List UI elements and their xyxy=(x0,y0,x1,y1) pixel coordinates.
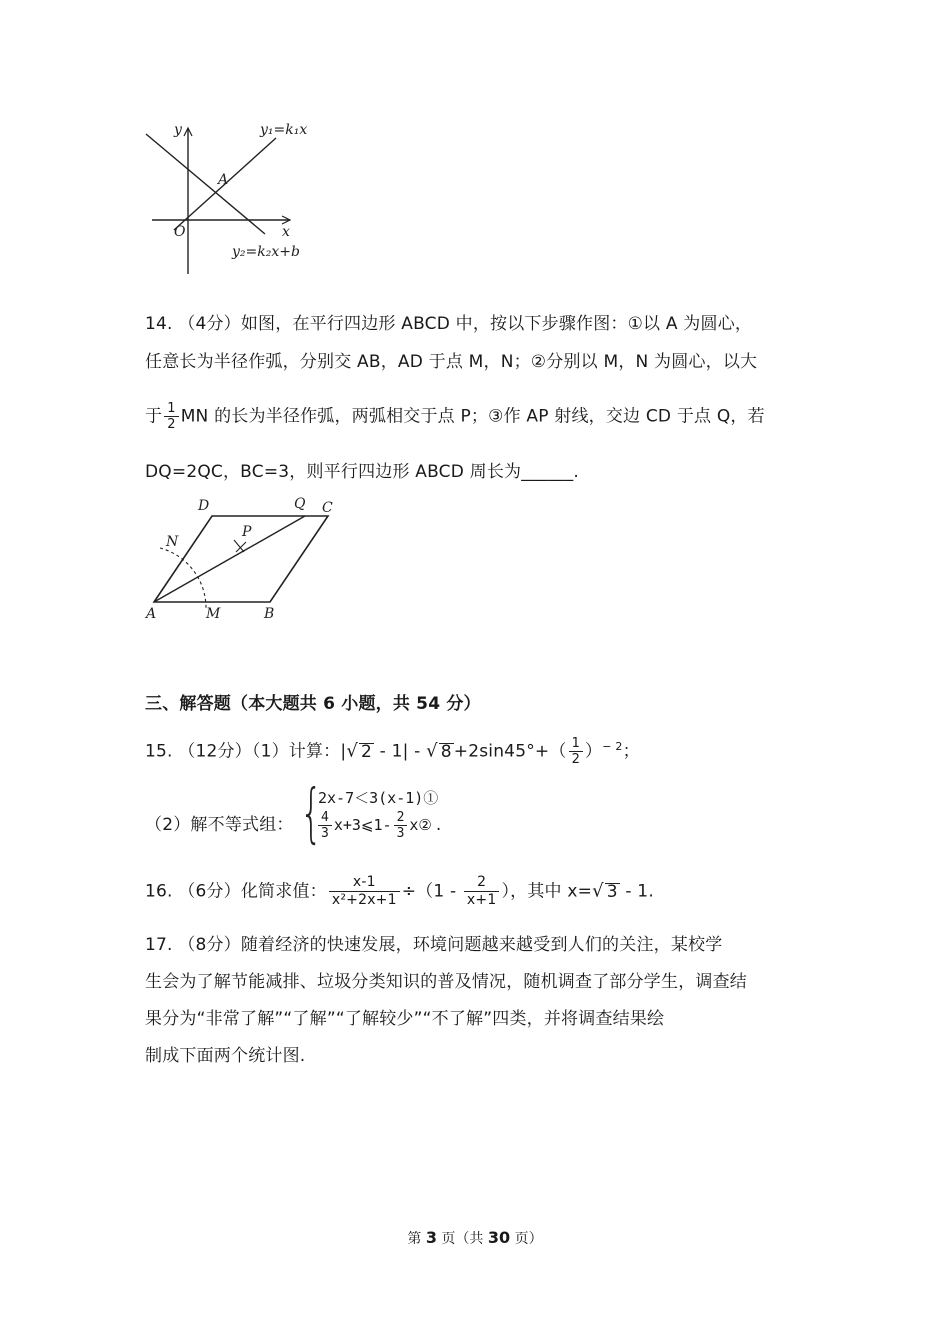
page-number: 3 xyxy=(425,1228,437,1247)
q15-ineq2-end: x② xyxy=(409,816,432,834)
ray-ap xyxy=(154,516,305,602)
q15-period: . xyxy=(435,815,442,835)
q15-ineq2 xyxy=(316,810,441,841)
q14-fraction xyxy=(164,401,178,432)
q14-line3-post: MN 的长为半径作弧，两弧相交于点 P；③作 AP 射线，交边 CD 于点 Q，若 xyxy=(180,406,765,427)
q15-part2-label: （2）解不等式组： xyxy=(145,815,294,835)
label-d: D xyxy=(198,498,210,514)
sqrt-icon: √ xyxy=(346,740,358,762)
label-a: A xyxy=(146,606,157,622)
q16-frac2-num: 2 xyxy=(464,874,500,892)
q16-pre: 16. （6分）化简求值： xyxy=(145,881,327,902)
line-y2 xyxy=(146,134,265,234)
q15-mid: - 1| - xyxy=(374,741,427,762)
q16-sqrt: 3 xyxy=(606,881,618,902)
q15-after: +2sin45°+（ xyxy=(453,741,567,762)
q15-pre: 15. （12分）（1）计算：| xyxy=(145,741,347,762)
q15-ineq1: 2x-7＜3(x-1)① xyxy=(318,789,439,807)
q15-exponent: − 2 xyxy=(602,739,623,753)
q14-line4: DQ=2QC，BC=3，则平行四边形 ABCD 周长为______. xyxy=(145,462,580,482)
q15-frac-den: 2 xyxy=(571,752,581,767)
q15-frac-num: 1 xyxy=(569,736,583,752)
q17-line3: 果分为“非常了解”“了解”“了解较少”“不了解”四类，并将调查结果绘 xyxy=(145,1009,665,1029)
parallelogram-abcd xyxy=(154,516,328,602)
label-p: P xyxy=(242,524,252,540)
footer-pre: 第 xyxy=(407,1231,426,1247)
q14-line3 xyxy=(145,401,765,432)
q15-ineq2-frac2-den: 3 xyxy=(396,826,405,841)
sqrt-icon: √ xyxy=(592,880,604,902)
q14-line2: 任意长为半径作弧，分别交 AB，AD 于点 M，N；②分别以 M，N 为圆心，以大 xyxy=(145,352,758,372)
q14-frac-den: 2 xyxy=(167,417,176,432)
q16-frac1-den: x²+2x+1 xyxy=(331,892,397,908)
q15-ineq2-frac2-num: 2 xyxy=(394,810,408,826)
q14-line3-pre: 于 xyxy=(145,406,163,427)
q15-end: ； xyxy=(622,741,640,762)
q16-frac2-den: x+1 xyxy=(466,892,497,908)
q15-ineq2-frac1-num: 4 xyxy=(318,810,332,826)
parallelogram-figure xyxy=(140,492,350,627)
label-q: Q xyxy=(294,496,306,512)
q16-after: ），其中 x= xyxy=(501,881,593,902)
q15-fraction xyxy=(569,736,583,767)
page-footer xyxy=(0,1228,950,1248)
section3-heading: 三、解答题（本大题共 6 小题，共 54 分） xyxy=(145,694,481,714)
q15-sqrt-b: 8 xyxy=(440,741,452,762)
q17-line4: 制成下面两个统计图. xyxy=(145,1046,306,1066)
q16-fraction2 xyxy=(464,874,500,909)
q14-frac-num: 1 xyxy=(164,401,178,417)
q15-part1 xyxy=(145,736,640,767)
q15-tail: ） xyxy=(585,741,603,762)
label-line2: y₂=k₂x+b xyxy=(232,244,300,260)
label-b: B xyxy=(264,606,275,622)
footer-post: 页） xyxy=(510,1231,543,1247)
label-x: x xyxy=(282,224,290,240)
q15-sqrt-a: 2 xyxy=(361,741,373,762)
q16 xyxy=(145,874,654,909)
q16-frac1-num: x-1 xyxy=(329,874,400,892)
q15-ineq2-frac1-den: 3 xyxy=(321,826,329,841)
q17-line1: 17. （8分）随着经济的快速发展，环境问题越来越受到人们的关注，某校学 xyxy=(145,935,723,955)
page-total: 30 xyxy=(487,1228,511,1247)
q16-fraction1 xyxy=(329,874,400,909)
footer-mid: 页（共 xyxy=(436,1231,488,1247)
q17-line2: 生会为了解节能减排、垃圾分类知识的普及情况，随机调查了部分学生，调查结 xyxy=(145,972,747,992)
label-a: A xyxy=(218,172,229,188)
brace-icon: { xyxy=(300,777,323,851)
q15-ineq2-frac2 xyxy=(394,810,408,841)
q15-ineq2-frac1 xyxy=(318,810,332,841)
linear-functions-graph xyxy=(140,118,330,278)
q16-end: - 1. xyxy=(619,881,654,902)
label-origin: O xyxy=(174,224,186,240)
label-m: M xyxy=(206,606,221,622)
arc-mn xyxy=(160,548,206,608)
label-c: C xyxy=(322,500,333,516)
label-n: N xyxy=(166,534,179,550)
q16-mid: ÷（1 - xyxy=(401,881,462,902)
label-line1: y₁=k₁x xyxy=(260,122,308,138)
label-y: y xyxy=(174,122,182,138)
sqrt-icon: √ xyxy=(426,740,438,762)
q14-line1: 14. （4分）如图，在平行四边形 ABCD 中，按以下步骤作图：①以 A 为圆心， xyxy=(145,314,753,334)
q15-ineq2-mid: x+3⩽1- xyxy=(333,816,392,834)
